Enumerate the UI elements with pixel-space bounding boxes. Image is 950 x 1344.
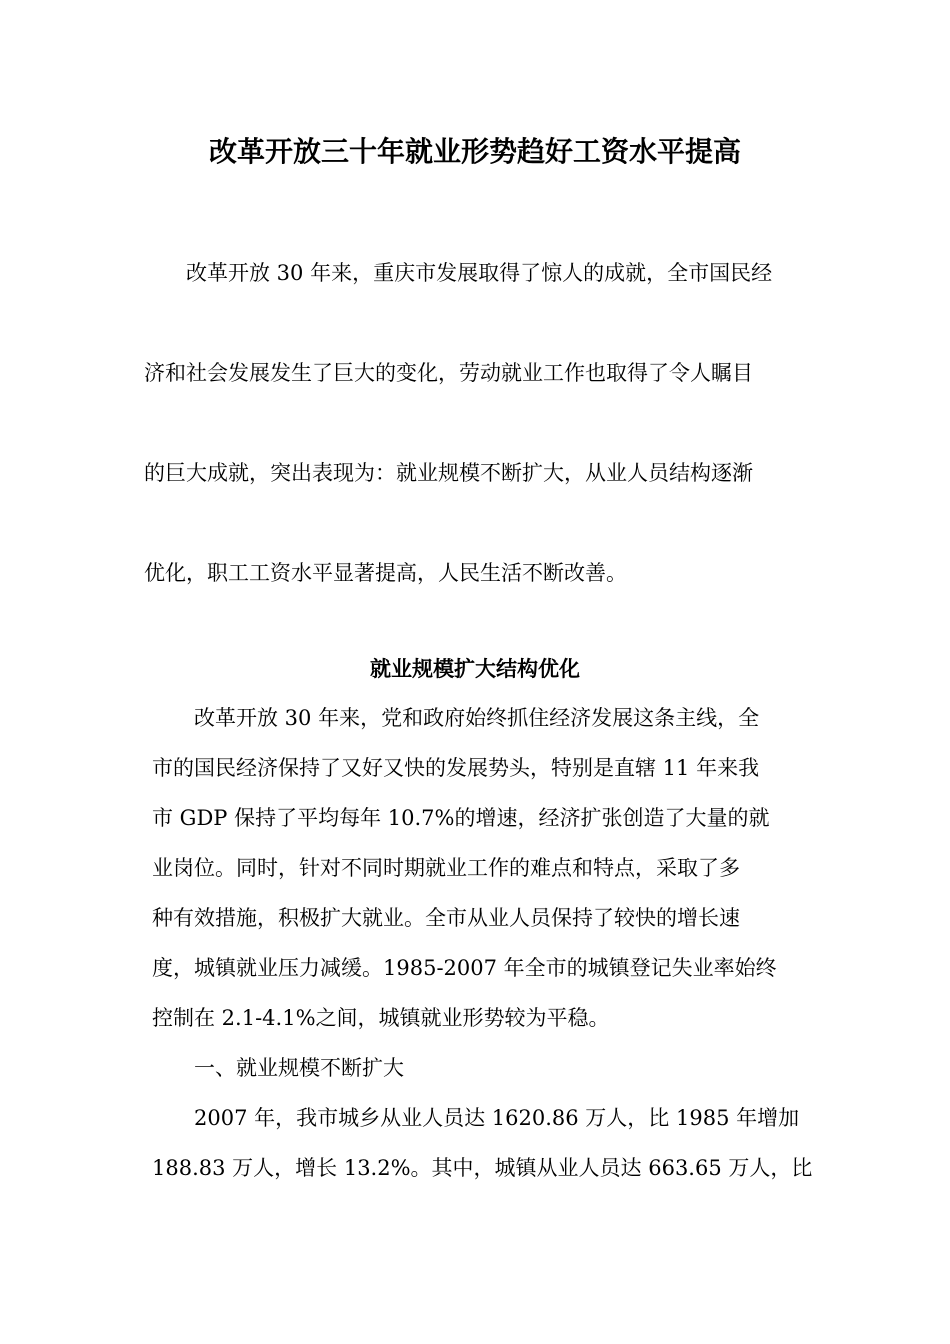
- body-paragraph-line: 改革开放 30 年来，党和政府始终抓住经济发展这条主线，全: [152, 706, 760, 730]
- body-paragraph-line: 2007 年，我市城乡从业人员达 1620.86 万人，比 1985 年增加: [152, 1106, 800, 1130]
- body-paragraph-line: 市 GDP 保持了平均每年 10.7%的增速，经济扩张创造了大量的就: [152, 806, 770, 830]
- body-paragraph-line: 188.83 万人，增长 13.2%。其中，城镇从业人员达 663.65 万人，比: [152, 1156, 813, 1180]
- body-paragraph-line: 种有效措施，积极扩大就业。全市从业人员保持了较快的增长速: [152, 906, 740, 930]
- subheading-line: 一、就业规模不断扩大: [152, 1056, 404, 1080]
- section-heading: 就业规模扩大结构优化: [370, 656, 580, 681]
- intro-paragraph-line: 优化，职工工资水平显著提高，人民生活不断改善。: [144, 561, 627, 585]
- body-paragraph-line: 度，城镇就业压力减缓。1985-2007 年全市的城镇登记失业率始终: [152, 956, 777, 980]
- document-title: 改革开放三十年就业形势趋好工资水平提高: [208, 135, 741, 168]
- intro-paragraph-line: 改革开放 30 年来，重庆市发展取得了惊人的成就，全市国民经: [144, 261, 773, 285]
- body-paragraph-line: 控制在 2.1-4.1%之间，城镇就业形势较为平稳。: [152, 1006, 610, 1030]
- intro-paragraph-line: 的巨大成就，突出表现为：就业规模不断扩大，从业人员结构逐渐: [144, 461, 753, 485]
- body-paragraph-line: 市的国民经济保持了又好又快的发展势头，特别是直辖 11 年来我: [152, 756, 760, 780]
- intro-paragraph-line: 济和社会发展发生了巨大的变化，劳动就业工作也取得了令人瞩目: [144, 361, 753, 385]
- body-paragraph-line: 业岗位。同时，针对不同时期就业工作的难点和特点，采取了多: [152, 856, 740, 880]
